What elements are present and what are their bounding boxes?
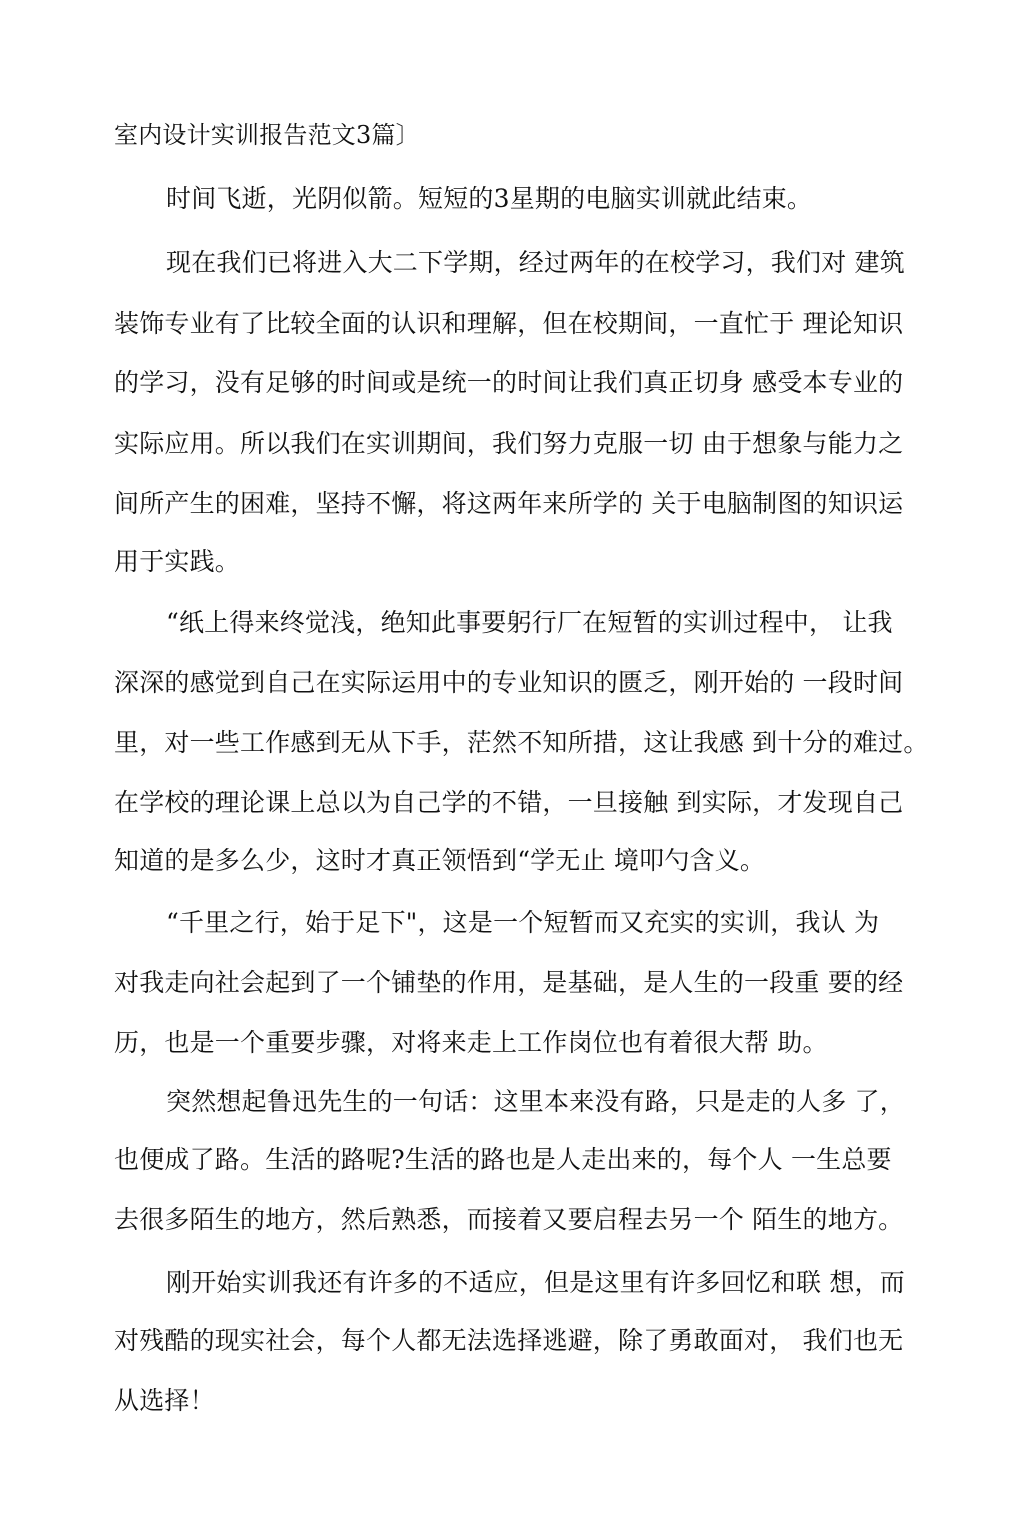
paragraph-line: 间所产生的困难，坚持不懈，将这两年来所学的 关于电脑制图的知识运 bbox=[114, 489, 904, 518]
paragraph-line: 刚开始实训我还有许多的不适应，但是这里有许多回忆和联 想，而 bbox=[166, 1268, 905, 1297]
paragraph-line: 对我走向社会起到了一个铺垫的作用，是基础，是人生的一段重 要的经 bbox=[114, 968, 904, 997]
paragraph-line: 用于实践。 bbox=[114, 547, 241, 576]
paragraph-line: 从选择！ bbox=[114, 1386, 215, 1415]
paragraph-line: 的学习，没有足够的时间或是统一的时间让我们真正切身 感受本专业的 bbox=[114, 368, 904, 397]
paragraph-line: “千里之行，始于足下"，这是一个短暂而又充实的实训，我认 为 bbox=[166, 908, 880, 937]
paragraph-line: 里，对一些工作感到无从下手，茫然不知所措，这让我感 到十分的难过。 bbox=[114, 728, 929, 757]
paragraph-line: 在学校的理论课上总以为自己学的不错，一旦接触 到实际，才发现自己 bbox=[114, 788, 904, 817]
paragraph-line: “纸上得来终觉浅，绝知此事要躬行厂在短暂的实训过程中， 让我 bbox=[166, 608, 893, 637]
paragraph-line: 对残酷的现实社会，每个人都无法选择逃避，除了勇敢面对， 我们也无 bbox=[114, 1326, 904, 1355]
paragraph-line: 知道的是多么少，这时才真正领悟到“学无止 境叩勺含义。 bbox=[114, 846, 766, 875]
paragraph-line: 历，也是一个重要步骤，对将来走上工作岗位也有着很大帮 助。 bbox=[114, 1028, 828, 1057]
paragraph-line: 实际应用。所以我们在实训期间，我们努力克服一切 由于想象与能力之 bbox=[114, 429, 904, 458]
paragraph-line: 时间飞逝，光阴似箭。短短的3星期的电脑实训就此结束。 bbox=[166, 184, 813, 213]
paragraph-line: 深深的感觉到自己在实际运用中的专业知识的匮乏，刚开始的 一段时间 bbox=[114, 668, 904, 697]
paragraph-line: 去很多陌生的地方，然后熟悉，而接着又要启程去另一个 陌生的地方。 bbox=[114, 1205, 904, 1234]
paragraph-line: 突然想起鲁迅先生的一句话：这里本来没有路，只是走的人多 了， bbox=[166, 1087, 905, 1116]
paragraph-line: 也便成了路。生活的路呢?生活的路也是人走出来的，每个人 一生总要 bbox=[114, 1145, 892, 1174]
paragraph-line: 现在我们已将进入大二下学期，经过两年的在校学习，我们对 建筑 bbox=[166, 248, 905, 277]
paragraph-line: 装饰专业有了比较全面的认识和理解，但在校期间，一直忙于 理论知识 bbox=[114, 309, 904, 338]
document-title: 室内设计实训报告范文3篇〕 bbox=[114, 121, 420, 149]
